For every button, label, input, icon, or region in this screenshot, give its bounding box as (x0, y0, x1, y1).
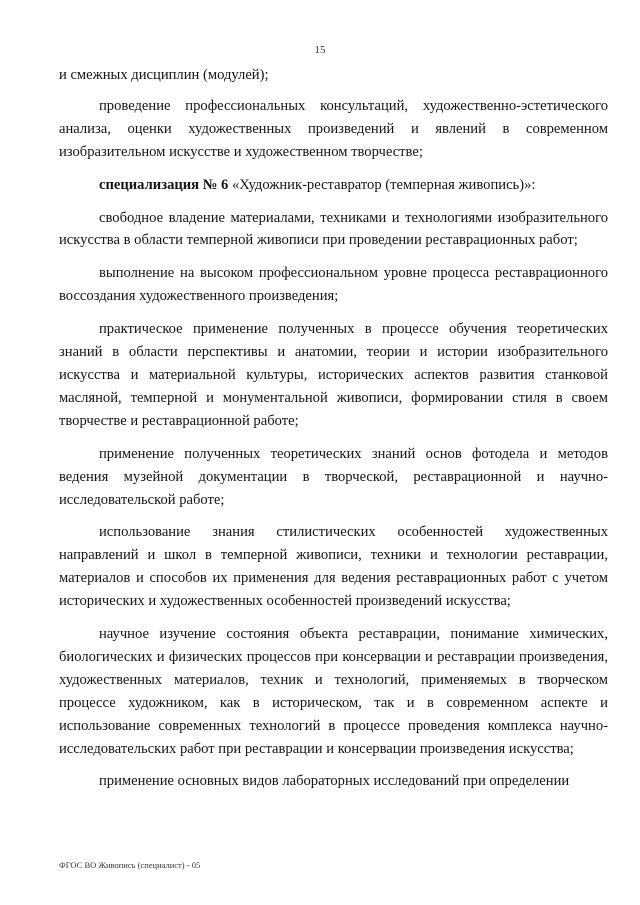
specialization-label: специализация № 6 (99, 176, 229, 193)
paragraph-theory-application: практическое применение полученных в процессе обучения теоретических знаний в области перспективы и анатомии, теории и истории изобразительного искусства и материальной культуры, исторических аспектов развития станковой масляной, темперной и монументальной живописи, формировании стиля в своем творчестве и реставрационной работе; (59, 321, 608, 429)
page-number: 15 (314, 44, 326, 56)
paragraph-lab-research: применение основных видов лабораторных исследований при определении (99, 773, 570, 790)
paragraph-stylistic-knowledge: использование знания стилистических особенностей художественных направлений и школ в темперной живописи, техники и технологии реставрации, материалов и способов их применения для ведения реставрационных работ с учетом исторических и художественных особенностей произведений искусства; (59, 524, 608, 610)
paragraph-specialization-heading (59, 174, 608, 197)
document-body (59, 64, 608, 793)
paragraph-consultations: проведение профессиональных консультаций, художественно-эстетического анализа, оценки художественных произведений и явлений в современном изобразительном искусстве и художественном творчестве; (59, 97, 608, 160)
paragraph-materials-mastery: свободное владение материалами, техниками и технологиями изобразительного искусства в области темперной живописи при проведении реставрационных работ; (59, 209, 608, 249)
paragraph-photo-documentation: применение полученных теоретических знаний основ фотодела и методов ведения музейной документации в творческой, реставрационной и научно-исследовательской работе; (59, 445, 608, 508)
specialization-title: «Художник-реставратор (темперная живопись)»: (228, 176, 536, 193)
paragraph-continuation: и смежных дисциплин (модулей); (59, 67, 269, 83)
paragraph-scientific-study: научное изучение состояния объекта реставрации, понимание химических, биологических и физических процессов при консервации и реставрации произведения, художественных материалов, техник и технологий, применяемых в творческом процессе художником, как в историческом, так и в современном аспекте и использование современных технологий в процессе проведения комплекса научно-исследовательских работ при реставрации и консервации произведения искусства; (59, 626, 608, 757)
document-footer: ФГОС ВО Живопись (специалист) - 05 (59, 860, 201, 870)
paragraph-restoration-execution: выполнение на высоком профессиональном уровне процесса реставрационного воссоздания художественного произведения; (59, 265, 608, 305)
